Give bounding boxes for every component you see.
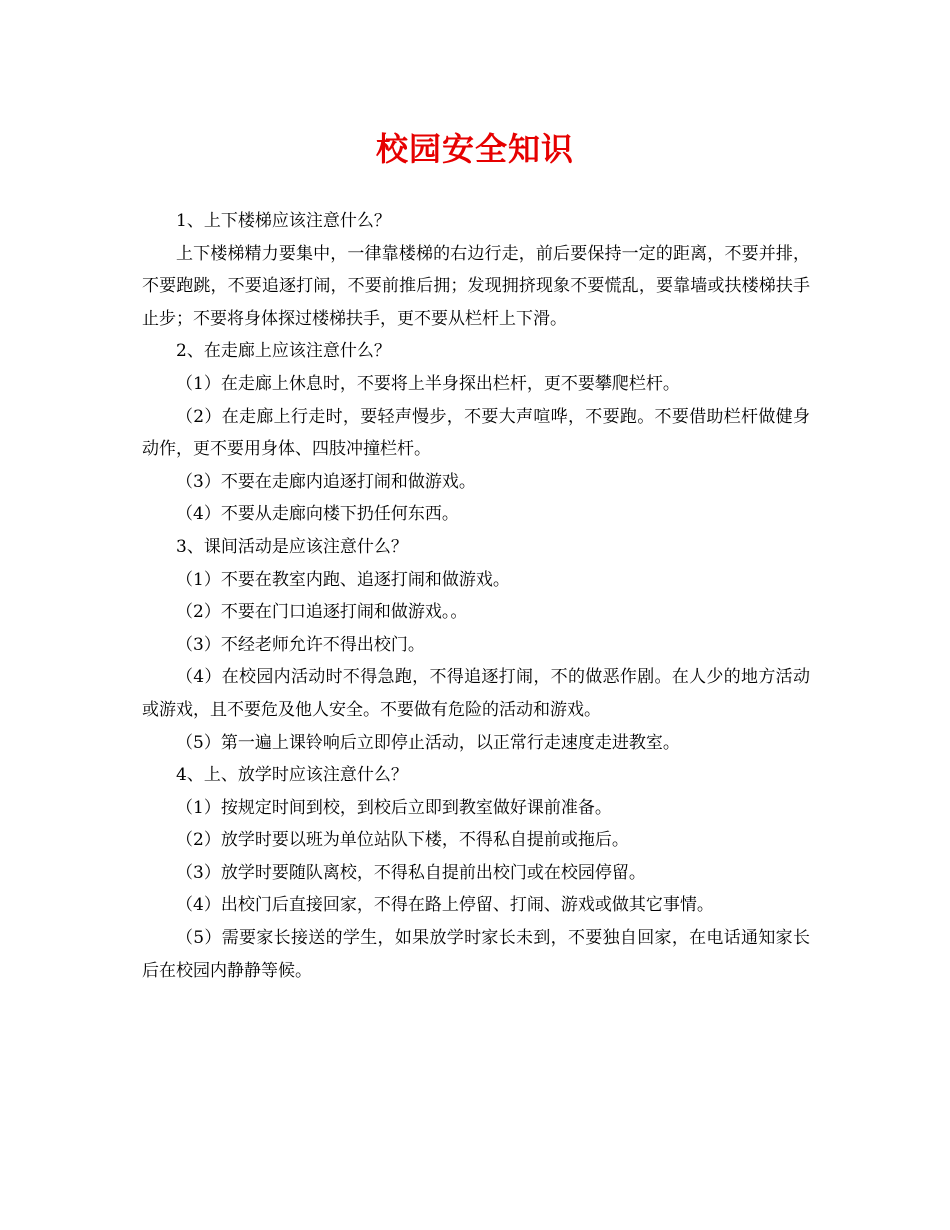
heading-3: 3、课间活动是应该注意什么？ — [176, 536, 408, 557]
list-item: （2）在走廊上行走时，要轻声慢步，不要大声喧哗，不要跑。不要借助栏杆做健身动作，更不要用身体、四肢冲撞栏杆。 — [142, 406, 810, 460]
heading-4: 4、上、放学时应该注意什么？ — [176, 765, 408, 786]
list-item: （5）第一遍上课铃响后立即停止活动，以正常行走速度走进教室。 — [176, 732, 680, 753]
paragraph-stairs: 上下楼梯精力要集中，一律靠楼梯的右边行走，前后要保持一定的距离，不要并排，不要跑跳，不要追逐打闹，不要前推后拥；发现拥挤现象不要慌乱，要靠墙或扶楼梯扶手止步；不要将身体探过楼梯扶手，更不要从栏杆上下滑。 — [142, 243, 810, 329]
list-item: （2）不要在门口追逐打闹和做游戏。。 — [176, 602, 468, 623]
document-body — [142, 205, 810, 987]
list-item: （5）需要家长接送的学生，如果放学时家长未到，不要独自回家，在电话通知家长后在校园内静静等候。 — [142, 928, 810, 981]
list-item: （4）不要从走廊向楼下扔任何东西。 — [176, 504, 459, 525]
list-item: （4）在校园内活动时不得急跑，不得追逐打闹，不的做恶作剧。在人少的地方活动或游戏，且不要危及他人安全。不要做有危险的活动和游戏。 — [142, 667, 810, 720]
list-item: （4）出校门后直接回家，不得在路上停留、打闹、游戏或做其它事情。 — [176, 895, 714, 916]
list-item: （2）放学时要以班为单位站队下楼，不得私自提前或拖后。 — [176, 830, 629, 851]
list-item: （3）不经老师允许不得出校门。 — [176, 634, 425, 655]
list-item: （1）按规定时间到校，到校后立即到教室做好课前准备。 — [176, 797, 612, 818]
list-item: （3）放学时要随队离校，不得私自提前出校门或在校园停留。 — [176, 862, 646, 883]
list-item: （1）在走廊上休息时，不要将上半身探出栏杆，更不要攀爬栏杆。 — [176, 373, 680, 394]
heading-1: 1、上下楼梯应该注意什么？ — [176, 211, 391, 231]
list-item: （1）不要在教室内跑、追逐打闹和做游戏。 — [176, 569, 510, 590]
list-item: （3）不要在走廊内追逐打闹和做游戏。 — [176, 471, 476, 492]
page-title: 校园安全知识 — [375, 130, 574, 168]
heading-2: 2、在走廊上应该注意什么？ — [176, 341, 391, 362]
